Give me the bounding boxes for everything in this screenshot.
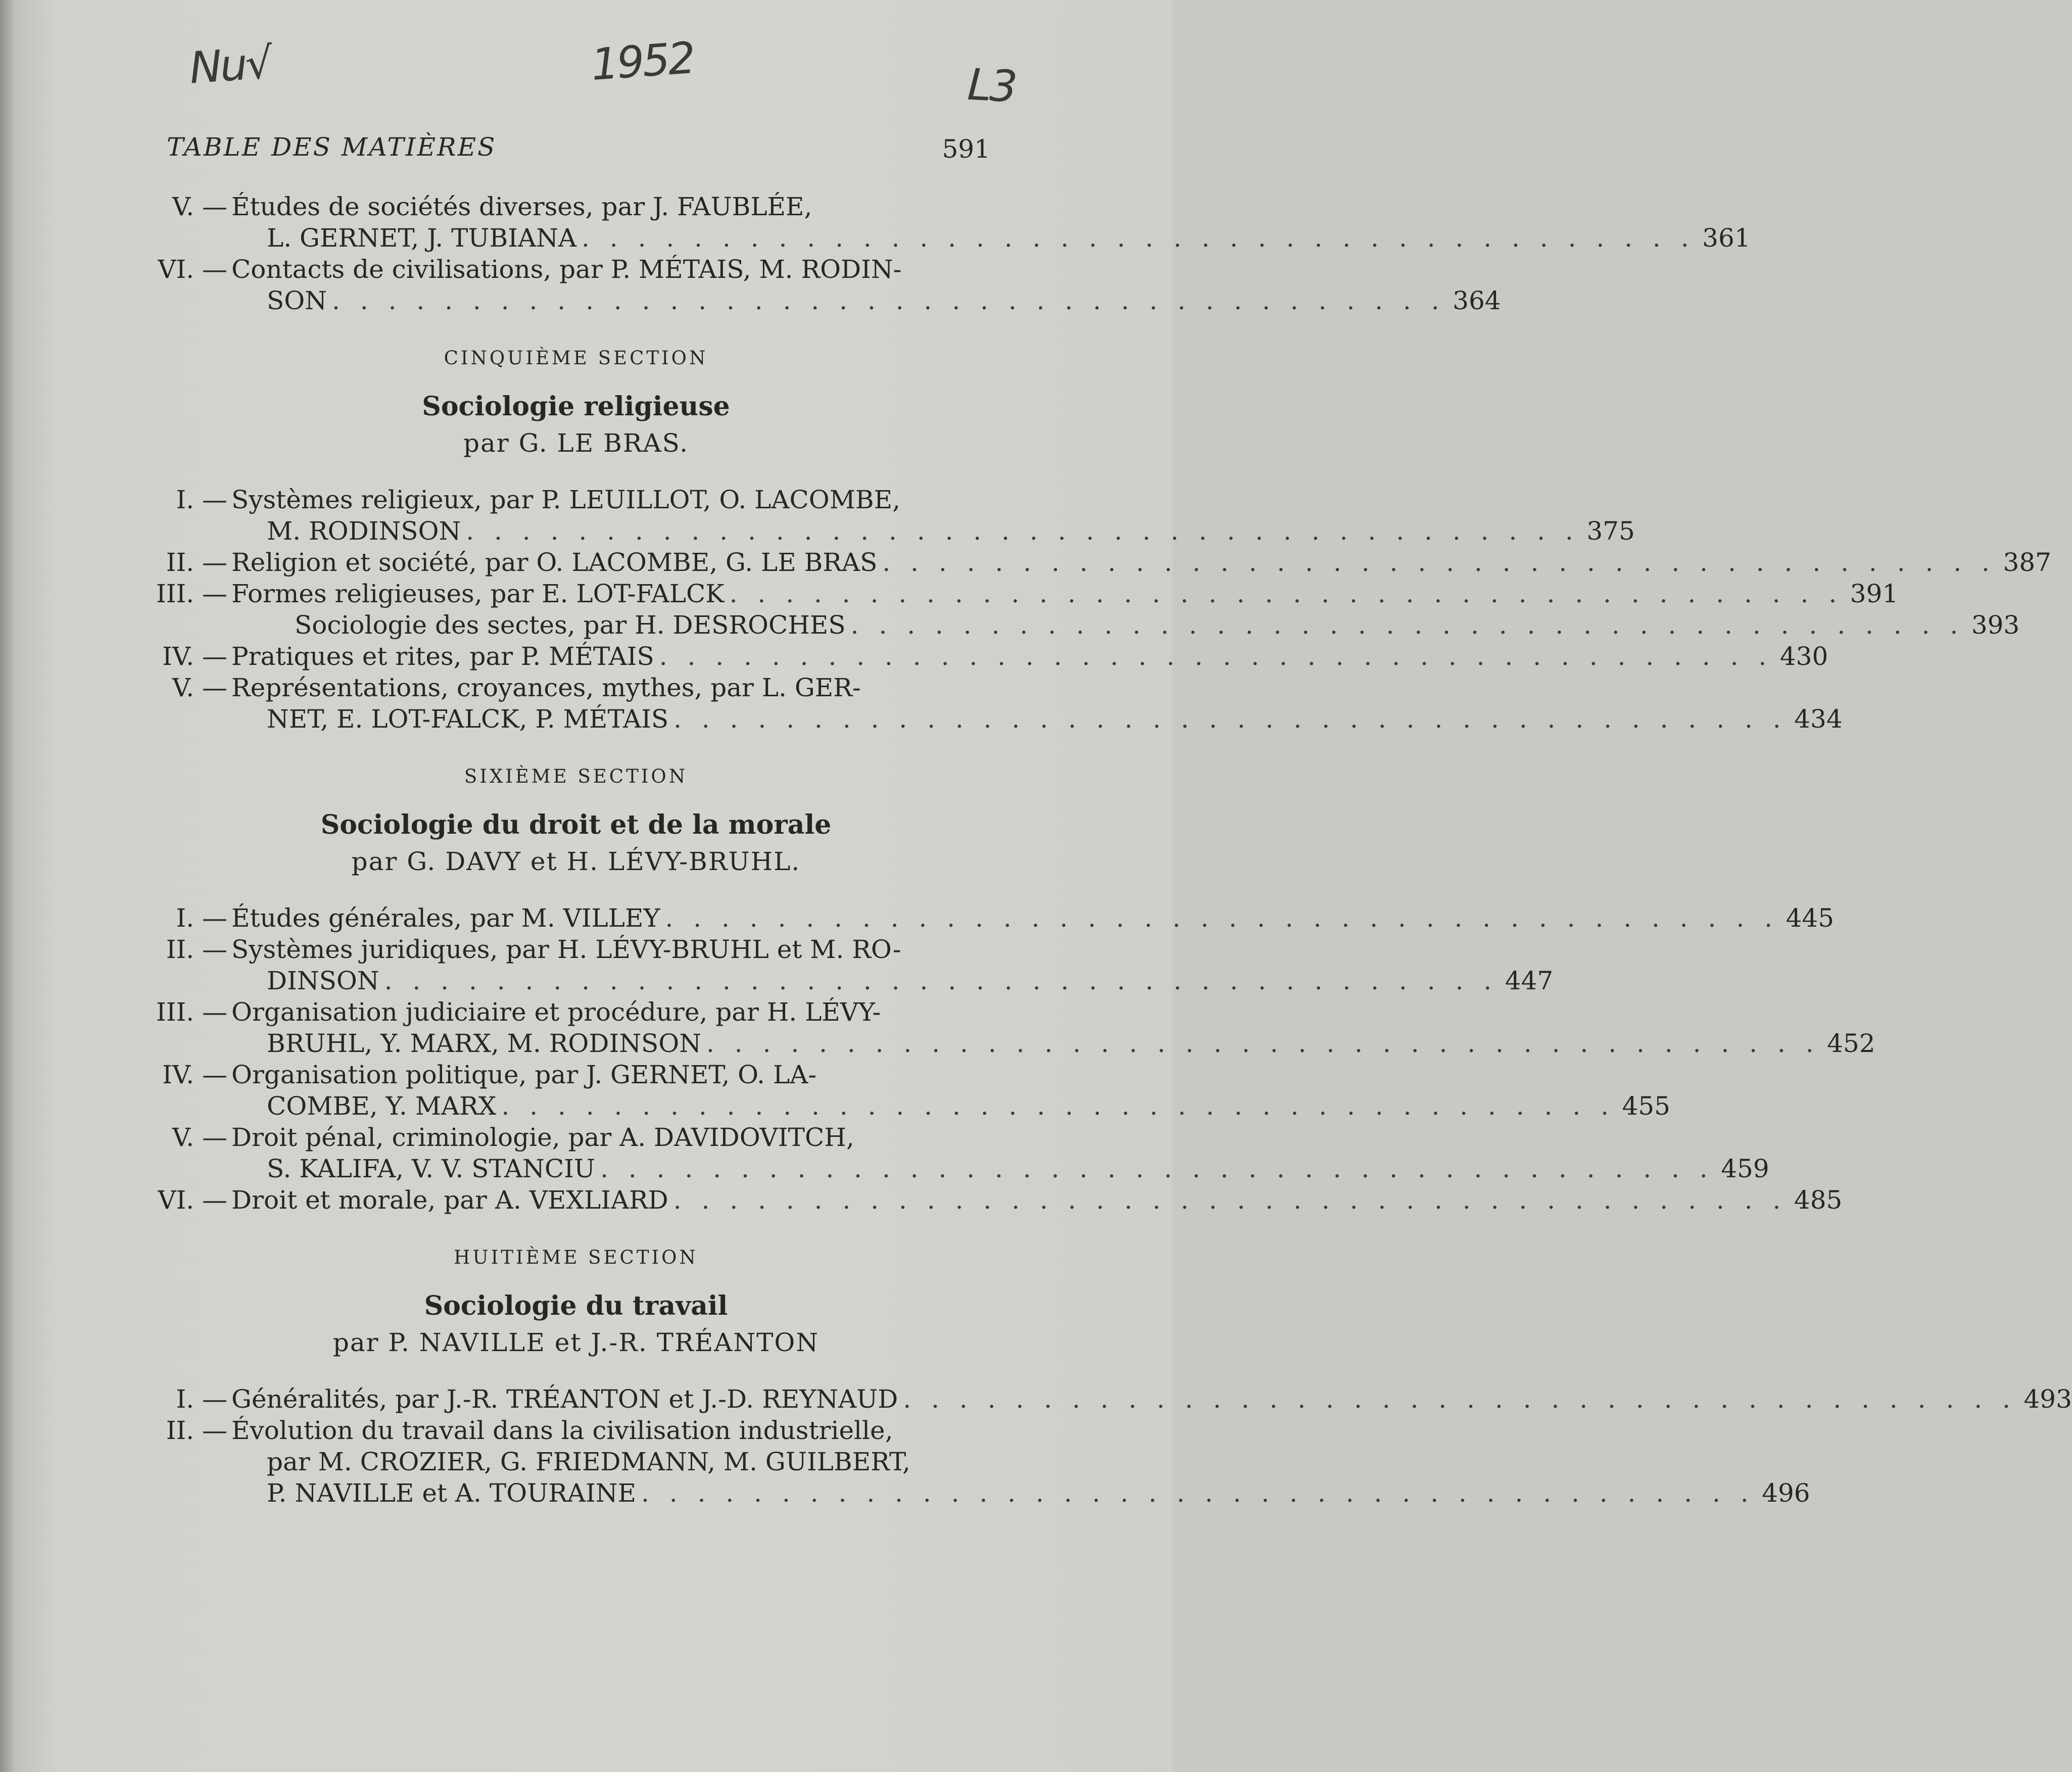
entry-page-number: 361 xyxy=(1702,223,1751,253)
section-title: Sociologie du droit et de la morale xyxy=(320,809,832,840)
entry-number: VI. — xyxy=(158,255,227,284)
entry-line xyxy=(231,547,2051,578)
entry-line xyxy=(231,703,1843,735)
entry-body xyxy=(227,609,2019,641)
entry-page-number: 493 xyxy=(2023,1384,2072,1414)
entry-page-number: 455 xyxy=(1622,1091,1670,1121)
toc-entry xyxy=(152,191,1751,254)
entry-body xyxy=(227,578,1898,609)
entry-number: V. — xyxy=(172,192,227,221)
entry-line xyxy=(231,1184,1842,1216)
entry-line xyxy=(231,902,1834,934)
entry-body xyxy=(227,484,1635,547)
entry-body xyxy=(227,191,1751,254)
section-label: SIXIÈME SECTION xyxy=(464,765,688,787)
entry-body xyxy=(227,641,1828,672)
entry-line xyxy=(231,996,1875,1028)
entry-body xyxy=(227,254,1501,316)
entry-line xyxy=(231,1477,1810,1509)
entry-number: II. — xyxy=(166,935,227,964)
entry-number: I. — xyxy=(176,485,227,514)
entry-line xyxy=(231,515,1635,547)
entry-line xyxy=(231,1446,1810,1477)
dot-leader: . . . . . . . . . . . . . . . . . . . . . . . . . . . . . . . . . . . . . . . . xyxy=(882,548,1996,577)
entry-text: COMBE, Y. MARX xyxy=(267,1091,497,1121)
entry-number: IV. — xyxy=(162,642,227,671)
entry-body xyxy=(227,1122,1769,1184)
entry-line xyxy=(231,934,1553,965)
dot-leader: . . . . . . . . . . . . . . . . . . . . . . . . . . . . . . . . . . . . . . . . xyxy=(706,1029,1820,1058)
dot-leader: . . . . . . . . . . . . . . . . . . . . . . . . . . . . . . . . . . . . . . . . xyxy=(665,903,1779,933)
dot-leader: . . . . . . . . . . . . . . . . . . . . . . . . . . . . . . . . . . . . . . . . xyxy=(641,1478,1755,1508)
entry-line xyxy=(231,578,1898,609)
toc-entry xyxy=(152,1415,1810,1509)
handwritten-note-center: 1952 xyxy=(589,33,696,90)
dot-leader: . . . . . . . . . . . . . . . . . . . . . . . . . . . . . . . . . . . . . . . . xyxy=(582,223,1695,253)
entry-text: Systèmes juridiques, par H. LÉVY-BRUHL et M. RO- xyxy=(231,935,901,964)
entry-number: II. — xyxy=(166,1416,227,1445)
dot-leader: . . . . . . . . . . . . . . . . . . . . . . . . . . . . . . . . . . . . . . . . xyxy=(332,286,1445,315)
entry-text: SON xyxy=(267,286,327,315)
section-title: Sociologie religieuse xyxy=(422,391,730,422)
entry-page-number: 452 xyxy=(1827,1029,1875,1058)
entry-text: Généralités, par J.-R. TRÉANTON et J.-D. REYNAUD xyxy=(231,1384,898,1414)
toc-section xyxy=(152,761,1875,1216)
entry-line xyxy=(231,1090,1670,1122)
entry-line xyxy=(231,285,1501,316)
section-label: HUITIÈME SECTION xyxy=(454,1247,698,1268)
entry-line xyxy=(231,484,1635,515)
entry-text: L. GERNET, J. TUBIANA xyxy=(267,223,577,253)
section-label: CINQUIÈME SECTION xyxy=(444,347,708,369)
entry-number: III. — xyxy=(156,579,227,608)
section-title: Sociologie du travail xyxy=(424,1290,728,1321)
entry-text: NET, E. LOT-FALCK, P. MÉTAIS xyxy=(267,704,669,734)
entry-number: I. — xyxy=(176,1384,227,1414)
entry-text: Études de sociétés diverses, par J. FAUBLÉE, xyxy=(231,192,812,221)
entry-page-number: 375 xyxy=(1586,516,1635,546)
entry-number: V. — xyxy=(172,1123,227,1152)
entry-line xyxy=(231,1059,1670,1090)
toc-entry xyxy=(152,934,1554,996)
toc-section xyxy=(152,343,2051,735)
entry-number: I. — xyxy=(176,903,227,933)
entry-body xyxy=(227,902,1834,934)
running-header xyxy=(167,132,990,173)
dot-leader: . . . . . . . . . . . . . . . . . . . . . . . . . . . . . . . . . . . . . . . . xyxy=(673,1185,1787,1215)
entry-text: P. NAVILLE et A. TOURAINE xyxy=(267,1478,637,1508)
table-of-contents xyxy=(152,191,2072,1509)
entry-page-number: 430 xyxy=(1779,642,1828,671)
toc-entry xyxy=(152,1059,1670,1122)
entry-text: Religion et société, par O. LACOMBE, G. LE BRAS xyxy=(231,548,878,577)
entry-body xyxy=(227,1383,2072,1415)
toc-entry xyxy=(152,254,1501,316)
entry-text: Représentations, croyances, mythes, par L. GER- xyxy=(231,673,861,702)
entry-text: Sociologie des sectes, par H. DESROCHES xyxy=(295,610,846,640)
entry-page-number: 391 xyxy=(1850,579,1899,608)
entry-line xyxy=(231,191,1751,222)
dot-leader: . . . . . . . . . . . . . . . . . . . . . . . . . . . . . . . . . . . . . . . . xyxy=(903,1384,2016,1414)
entry-page-number: 496 xyxy=(1762,1478,1810,1508)
entry-text: M. RODINSON xyxy=(267,516,461,546)
entry-page-number: 364 xyxy=(1453,286,1501,315)
toc-entry xyxy=(152,996,1875,1059)
entry-line xyxy=(231,222,1751,254)
entry-body xyxy=(227,1415,1810,1509)
dot-leader: . . . . . . . . . . . . . . . . . . . . . . . . . . . . . . . . . . . . . . . . xyxy=(729,579,1843,608)
entry-page-number: 445 xyxy=(1786,903,1835,933)
header-title: TABLE DES MATIÈRES xyxy=(167,132,497,162)
handwritten-note-right: L3 xyxy=(966,59,1017,113)
entry-body xyxy=(227,1059,1670,1122)
dot-leader: . . . . . . . . . . . . . . . . . . . . . . . . . . . . . . . . . . . . . . . . xyxy=(673,704,1787,734)
entry-line xyxy=(231,254,1501,285)
entry-text: Organisation judiciaire et procédure, par H. LÉVY- xyxy=(231,997,881,1027)
entry-number: IV. — xyxy=(162,1060,227,1089)
entry-body xyxy=(227,547,2051,578)
section-author: par P. NAVILLE et J.-R. TRÉANTON xyxy=(332,1328,820,1357)
dot-leader: . . . . . . . . . . . . . . . . . . . . . . . . . . . . . . . . . . . . . . . . xyxy=(384,966,1498,995)
entry-text: Études générales, par M. VILLEY xyxy=(231,903,660,933)
entry-line xyxy=(231,1153,1769,1184)
entry-text: BRUHL, Y. MARX, M. RODINSON xyxy=(267,1029,702,1058)
section-author: par G. DAVY et H. LÉVY-BRUHL. xyxy=(351,847,801,876)
entry-line xyxy=(231,609,2019,641)
entry-text: DINSON xyxy=(267,966,379,995)
toc-entry xyxy=(152,902,1835,934)
entry-body xyxy=(227,1184,1842,1216)
entry-body xyxy=(227,996,1875,1059)
section-author: par G. LE BRAS. xyxy=(463,428,689,458)
dot-leader: . . . . . . . . . . . . . . . . . . . . . . . . . . . . . . . . . . . . . . . . xyxy=(466,516,1579,546)
binding-gutter xyxy=(0,0,13,1772)
entry-text: Organisation politique, par J. GERNET, O. LA- xyxy=(231,1060,817,1089)
entry-page-number: 434 xyxy=(1794,704,1843,734)
entry-number: V. — xyxy=(172,673,227,702)
toc-entry xyxy=(152,1383,2072,1415)
toc-entry xyxy=(152,484,1635,547)
entry-text: Systèmes religieux, par P. LEUILLOT, O. LACOMBE, xyxy=(231,485,901,514)
dot-leader: . . . . . . . . . . . . . . . . . . . . . . . . . . . . . . . . . . . . . . . . xyxy=(501,1091,1615,1121)
entry-line xyxy=(231,1415,1810,1446)
entry-line xyxy=(231,1028,1875,1059)
entry-page-number: 387 xyxy=(2003,548,2051,577)
entry-text: Évolution du travail dans la civilisation industrielle, xyxy=(231,1416,893,1445)
entry-page-number: 485 xyxy=(1794,1185,1843,1215)
entry-page-number: 459 xyxy=(1721,1154,1769,1183)
entry-number: II. — xyxy=(166,548,227,577)
toc-entry xyxy=(152,609,2020,641)
toc-entry xyxy=(152,672,1843,735)
handwritten-note-left: Nu√ xyxy=(187,37,273,94)
entry-text: par M. CROZIER, G. FRIEDMANN, M. GUILBERT, xyxy=(267,1447,910,1476)
entry-line xyxy=(231,965,1553,996)
entry-line xyxy=(231,672,1843,703)
header-page-number: 591 xyxy=(942,134,990,164)
entry-number: VI. — xyxy=(158,1185,227,1215)
toc-entry xyxy=(152,547,2051,578)
toc-entry xyxy=(152,1184,1843,1216)
entry-page-number: 447 xyxy=(1505,966,1554,995)
toc-entry xyxy=(152,1122,1769,1184)
entry-line xyxy=(231,1383,2072,1415)
dot-leader: . . . . . . . . . . . . . . . . . . . . . . . . . . . . . . . . . . . . . . . . xyxy=(659,642,1773,671)
entry-body xyxy=(227,934,1553,996)
entry-text: Contacts de civilisations, par P. MÉTAIS, M. RODIN- xyxy=(231,255,902,284)
entry-text: Droit et morale, par A. VEXLIARD xyxy=(231,1185,668,1215)
entry-number: III. — xyxy=(156,997,227,1027)
entry-line xyxy=(231,1122,1769,1153)
entry-line xyxy=(231,641,1828,672)
toc-entry xyxy=(152,641,1828,672)
entry-text: Droit pénal, criminologie, par A. DAVIDOVITCH, xyxy=(231,1123,854,1152)
toc-section xyxy=(152,1242,2072,1509)
entry-body xyxy=(227,672,1843,735)
entry-text: Formes religieuses, par E. LOT-FALCK xyxy=(231,579,725,608)
dot-leader: . . . . . . . . . . . . . . . . . . . . . . . . . . . . . . . . . . . . . . . . xyxy=(600,1154,1714,1183)
entry-page-number: 393 xyxy=(1971,610,2020,640)
entry-text: Pratiques et rites, par P. MÉTAIS xyxy=(231,642,654,671)
dot-leader: . . . . . . . . . . . . . . . . . . . . . . . . . . . . . . . . . . . . . . . . xyxy=(850,610,1964,640)
toc-entry xyxy=(152,578,1899,609)
entry-text: S. KALIFA, V. V. STANCIU xyxy=(267,1154,596,1183)
